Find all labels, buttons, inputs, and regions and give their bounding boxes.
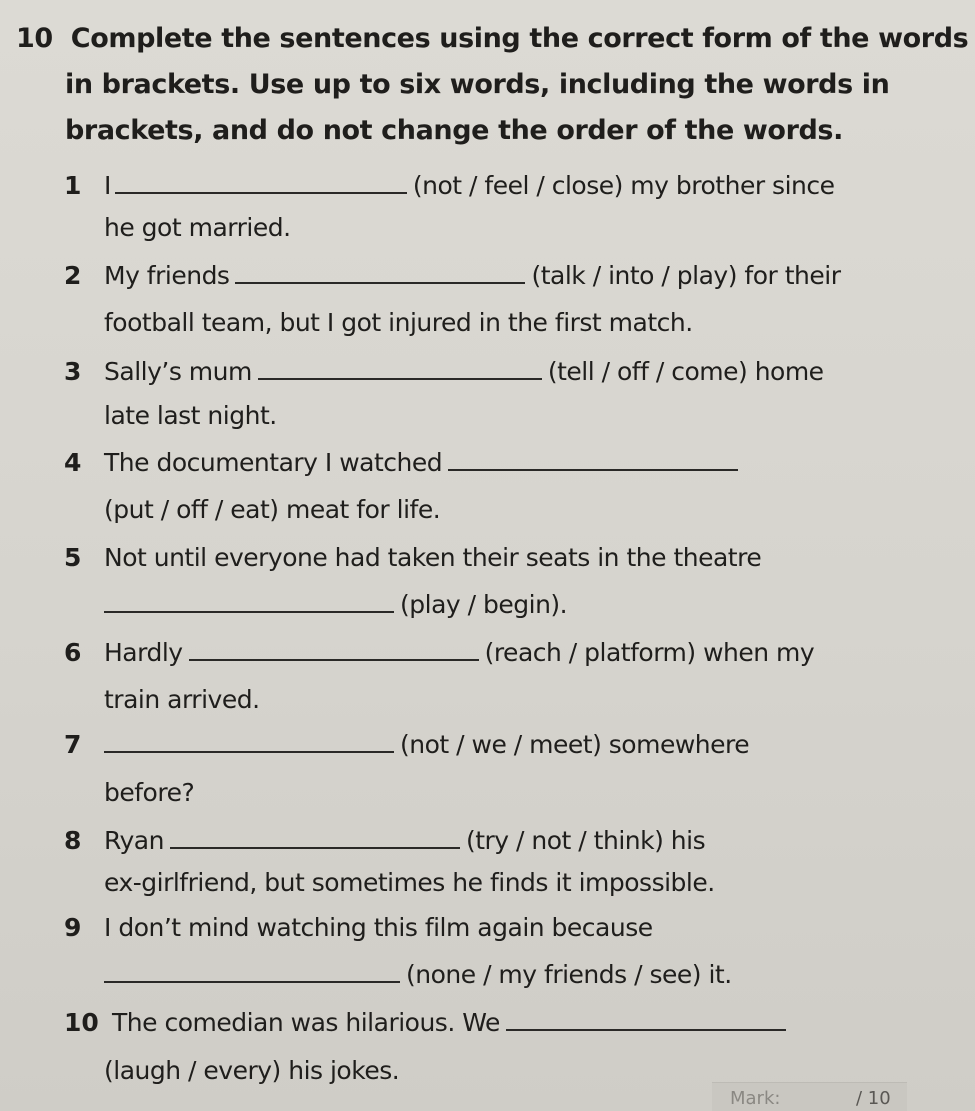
- sentence-line: My friends (talk / into / play) for their: [104, 253, 841, 299]
- item-number: 10: [64, 1008, 99, 1037]
- item-number: 6: [64, 638, 82, 667]
- item-number: 5: [64, 543, 82, 572]
- sentence-line: The comedian was hilarious. We: [112, 1000, 792, 1046]
- answer-blank[interactable]: [258, 352, 542, 380]
- sentence-line: Ryan (try / not / think) his: [104, 818, 705, 864]
- item-number: 4: [64, 448, 82, 477]
- item-number: 8: [64, 826, 82, 855]
- sentence-line: I don’t mind watching this film again because: [104, 913, 653, 942]
- sentence-line: he got married.: [104, 213, 291, 242]
- item-number: 2: [64, 261, 82, 290]
- sentence-line: football team, but I got injured in the first match.: [104, 308, 693, 337]
- sentence-line: I (not / feel / close) my brother since: [104, 163, 835, 209]
- sentence-line: (play / begin).: [104, 582, 567, 628]
- instruction-line-3: brackets, and do not change the order of the words.: [65, 115, 843, 146]
- item-number: 7: [64, 730, 82, 759]
- mark-label: Mark:: [730, 1088, 781, 1109]
- instruction-line-2: in brackets. Use up to six words, including the words in: [65, 69, 890, 100]
- sentence-line: The documentary I watched: [104, 440, 744, 486]
- answer-blank[interactable]: [104, 725, 394, 753]
- item-number: 3: [64, 357, 82, 386]
- sentence-line: before?: [104, 778, 195, 807]
- answer-blank[interactable]: [448, 443, 738, 471]
- item-number: 1: [64, 171, 82, 200]
- instruction-line-1: Complete the sentences using the correct form of the words: [70, 23, 969, 54]
- exercise-heading-line-1: [16, 16, 968, 62]
- answer-blank[interactable]: [104, 955, 400, 983]
- sentence-line: (not / we / meet) somewhere: [104, 722, 749, 768]
- item-number: 9: [64, 913, 82, 942]
- answer-blank[interactable]: [506, 1003, 786, 1031]
- mark-score: / 10: [856, 1088, 891, 1109]
- answer-blank[interactable]: [235, 256, 525, 284]
- sentence-line: (put / off / eat) meat for life.: [104, 495, 441, 524]
- sentence-line: Sally’s mum (tell / off / come) home: [104, 349, 824, 395]
- sentence-line: train arrived.: [104, 685, 260, 714]
- sentence-line: ex-girlfriend, but sometimes he finds it impossible.: [104, 868, 715, 897]
- sentence-line: late last night.: [104, 401, 277, 430]
- sentence-line: Hardly (reach / platform) when my: [104, 630, 814, 676]
- exercise-number: 10: [16, 23, 53, 54]
- answer-blank[interactable]: [115, 166, 407, 194]
- answer-blank[interactable]: [104, 585, 394, 613]
- answer-blank[interactable]: [170, 821, 460, 849]
- sentence-line: (none / my friends / see) it.: [104, 952, 732, 998]
- answer-blank[interactable]: [189, 633, 479, 661]
- sentence-line: (laugh / every) his jokes.: [104, 1056, 400, 1085]
- sentence-line: Not until everyone had taken their seats in the theatre: [104, 543, 762, 572]
